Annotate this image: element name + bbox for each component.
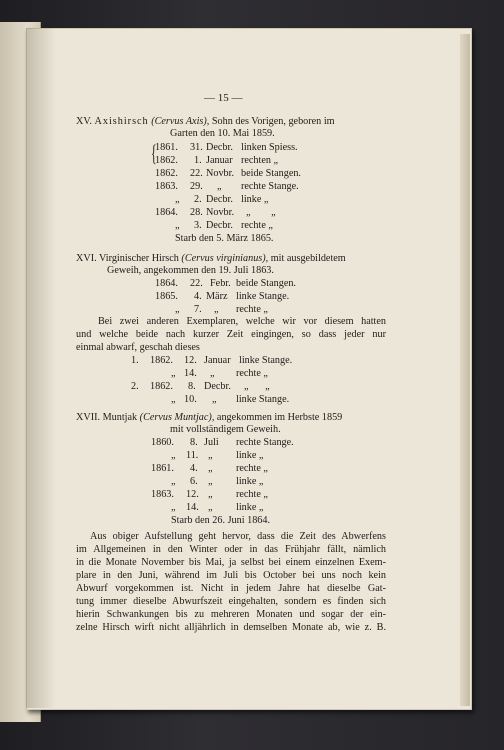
row-day: 8.: [188, 381, 196, 392]
paragraph-line: und welche beide nach kurzer Zeit eingingen, so dass jeder nur: [76, 329, 386, 340]
row-day: 14.: [186, 502, 199, 513]
row-text: rechte „: [241, 220, 273, 231]
row-text: linken Spiess.: [241, 142, 298, 153]
row-text: rechte „: [236, 368, 268, 379]
section-xvii-heading: [76, 412, 342, 424]
row-year: 1861.: [155, 142, 178, 153]
row-number: 2.: [131, 381, 139, 392]
row-month: März: [206, 291, 228, 302]
row-text: beide Stangen.: [241, 168, 301, 179]
row-text: rechte Stange.: [241, 181, 299, 192]
paragraph-line: tung immer dieselbe Abwurfszeit eingehalten, sondern es finden sich: [76, 596, 386, 607]
death-note: Starb den 5. März 1865.: [175, 233, 274, 244]
row-year: „: [175, 220, 180, 231]
animal-name: Axishirsch: [94, 116, 149, 127]
row-month: Decbr.: [204, 381, 231, 392]
latin-name: (Cervus Axis),: [151, 116, 210, 127]
row-year: 1862.: [150, 355, 173, 366]
row-month: „: [208, 463, 213, 474]
row-year: „: [175, 194, 180, 205]
paragraph-line: zelne Hirsch wirft nicht alljährlich in demselben Monate ab, wie z. B.: [76, 622, 386, 633]
row-month: „: [212, 394, 217, 405]
row-month: „: [208, 489, 213, 500]
row-number: 1.: [131, 355, 139, 366]
row-year: 1862.: [155, 168, 178, 179]
row-year: 1864.: [155, 278, 178, 289]
paragraph-line: einmal abwarf, geschah dieses: [76, 342, 200, 353]
row-month: Decbr.: [206, 142, 233, 153]
row-day: 7.: [194, 304, 202, 315]
row-text: linke „: [236, 476, 264, 487]
row-text: beide Stangen.: [236, 278, 296, 289]
row-day: 2.: [194, 194, 202, 205]
row-year: 1865.: [155, 291, 178, 302]
section-xv-heading: [76, 116, 335, 128]
row-year: 1863.: [155, 181, 178, 192]
row-day: 29.: [190, 181, 203, 192]
row-day: 1.: [194, 155, 202, 166]
latin-name: (Cervus virginianus),: [181, 253, 269, 264]
latin-name: (Cervus Muntjac),: [139, 412, 215, 423]
row-day: 12.: [186, 489, 199, 500]
row-text: linke Stange.: [239, 355, 293, 366]
row-month: „: [208, 476, 213, 487]
death-note: Starb den 26. Juni 1864.: [171, 515, 271, 526]
paragraph-line: Bei zwei anderen Exemplaren, welche wir vor diesem hatten: [98, 316, 386, 327]
row-year: 1860.: [151, 437, 174, 448]
row-day: 31.: [190, 142, 203, 153]
section-number: XV.: [76, 116, 92, 127]
animal-name: Virginischer Hirsch: [99, 253, 179, 264]
row-text: „ „: [246, 207, 276, 218]
row-text: rechten „: [241, 155, 279, 166]
row-month: Juli: [204, 437, 219, 448]
row-day: 6.: [190, 476, 198, 487]
row-year: 1863.: [151, 489, 174, 500]
paragraph-line: in die Monate November bis Mai, ja selbst bei einem einzelnen Exem-: [76, 557, 386, 568]
paragraph-line: im Allgemeinen in den Winter oder in das Frühjahr fällt, nämlich: [76, 544, 386, 555]
row-year: „: [171, 476, 176, 487]
row-day: 22.: [190, 278, 203, 289]
paragraph-line: Aus obiger Aufstellung geht hervor, dass die Zeit des Abwerfens: [90, 531, 386, 542]
paragraph-line: hierin Schwankungen bis zu mehreren Monaten und sogar der ein-: [76, 609, 386, 620]
section-xvi-heading: [76, 253, 346, 265]
row-text: linke „: [241, 194, 269, 205]
row-text: „ „: [244, 381, 270, 392]
heading-rest: Sohn des Vorigen, geboren im: [211, 116, 335, 127]
row-month: Decbr.: [206, 220, 233, 231]
animal-name: Muntjak: [102, 412, 138, 423]
row-text: rechte „: [236, 304, 268, 315]
row-day: 11.: [186, 450, 199, 461]
row-text: rechte „: [236, 489, 268, 500]
section-xvii-subline: mit vollständigem Geweih.: [170, 424, 281, 435]
row-year: „: [171, 502, 176, 513]
row-month: Febr.: [210, 278, 231, 289]
row-year: 1864.: [155, 207, 178, 218]
row-text: rechte Stange.: [236, 437, 294, 448]
row-month: Januar: [204, 355, 231, 366]
row-year: 1862.: [155, 155, 178, 166]
row-month: Januar: [206, 155, 233, 166]
row-month: Decbr.: [206, 194, 233, 205]
row-day: 4.: [194, 291, 202, 302]
row-day: 4.: [190, 463, 198, 474]
brace-mark: {: [151, 141, 157, 166]
row-year: „: [171, 450, 176, 461]
row-day: 22.: [190, 168, 203, 179]
row-year: „: [171, 368, 176, 379]
row-year: 1861.: [151, 463, 174, 474]
section-number: XVII.: [76, 412, 101, 423]
row-day: 14.: [184, 368, 197, 379]
row-month: „: [210, 368, 215, 379]
row-text: linke Stange.: [236, 394, 290, 405]
row-day: 28.: [190, 207, 203, 218]
section-xv-subline: Garten den 10. Mai 1859.: [170, 128, 275, 139]
row-text: linke „: [236, 502, 264, 513]
row-month: „: [208, 450, 213, 461]
row-month: „: [214, 304, 219, 315]
row-year: „: [175, 304, 180, 315]
row-month: Novbr.: [206, 168, 235, 179]
heading-rest: mit ausgebildetem: [270, 253, 346, 264]
row-day: 12.: [184, 355, 197, 366]
row-month: „: [217, 181, 222, 192]
section-xvi-subline: Geweih, angekommen den 19. Juli 1863.: [107, 265, 274, 276]
row-text: rechte „: [236, 463, 268, 474]
section-number: XVI.: [76, 253, 97, 264]
paragraph-line: plare in den Juni, während im Juli bis October bei uns noch kein: [76, 570, 386, 581]
row-day: 8.: [190, 437, 198, 448]
row-year: 1862.: [150, 381, 173, 392]
row-month: „: [208, 502, 213, 513]
row-text: linke Stange.: [236, 291, 290, 302]
row-day: 3.: [194, 220, 202, 231]
row-year: „: [171, 394, 176, 405]
row-day: 10.: [184, 394, 197, 405]
heading-rest: angekommen im Herbste 1859: [216, 412, 343, 423]
row-month: Novbr.: [206, 207, 235, 218]
paragraph-line: Abwurf vorgekommen ist. Nicht in jedem Jahre hat dieselbe Gat-: [76, 583, 386, 594]
row-text: linke „: [236, 450, 264, 461]
page-number: — 15 —: [204, 92, 243, 104]
